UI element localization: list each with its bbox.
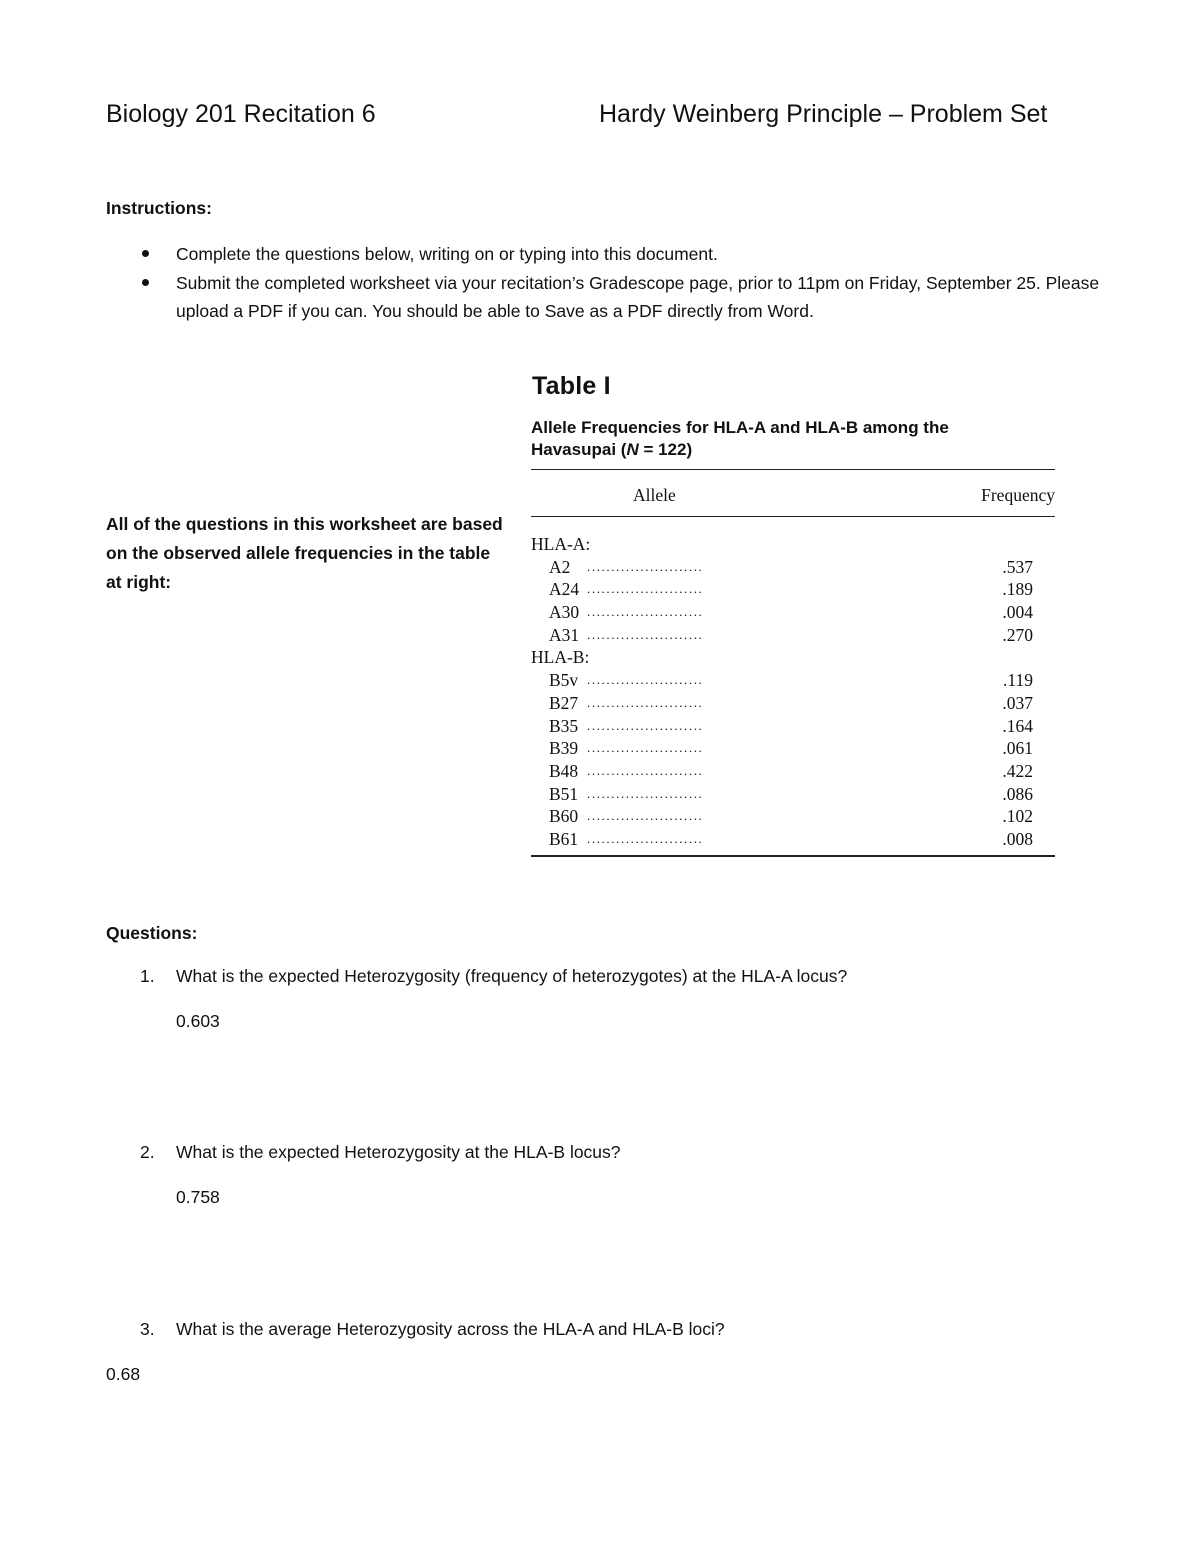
allele-name: B39 [549, 738, 579, 759]
allele-name: B48 [549, 760, 579, 781]
group-label-hla-a: HLA-A: [531, 534, 591, 554]
question-2 [140, 1142, 1100, 1163]
question-number: 1. [140, 966, 155, 986]
leader-dots: ........................ [587, 604, 704, 620]
answer-1: 0.603 [176, 1011, 220, 1031]
table-column-header [531, 470, 1055, 516]
instruction-text: Complete the questions below, writing on or typing into this document. [176, 244, 718, 264]
leader-dots: ........................ [587, 740, 704, 756]
allele-frequency: .422 [1002, 760, 1033, 781]
allele-frequency: .164 [1002, 715, 1033, 736]
table-caption-line-2 [531, 439, 1055, 461]
leader-dots: ........................ [587, 762, 704, 778]
question-1 [140, 966, 1100, 987]
table-caption [531, 417, 1055, 461]
allele-name: B60 [549, 806, 579, 827]
allele-name: A2 [549, 556, 571, 577]
question-number: 2. [140, 1142, 155, 1162]
table-row [531, 737, 1055, 760]
leader-dots: ........................ [587, 672, 704, 688]
caption-n: N [626, 440, 639, 459]
leader-dots: ........................ [587, 830, 704, 846]
allele-frequency: .189 [1002, 579, 1033, 600]
table-row [531, 828, 1055, 851]
table-row [531, 692, 1055, 715]
column-header-frequency: Frequency [981, 485, 1055, 505]
table-row [531, 715, 1055, 738]
caption-prefix: Havasupai ( [531, 440, 627, 459]
column-header-allele: Allele [633, 485, 676, 505]
question-number: 3. [140, 1319, 155, 1339]
question-3 [140, 1319, 1100, 1340]
bullet-icon [142, 250, 149, 257]
allele-frequency: .037 [1002, 692, 1033, 713]
table-row [531, 760, 1055, 783]
allele-frequency: .102 [1002, 806, 1033, 827]
table-title: Table I [532, 372, 611, 400]
allele-name: B5v [549, 670, 579, 691]
leader-dots: ........................ [587, 581, 704, 597]
caption-suffix: = 122) [638, 440, 693, 459]
instruction-item [140, 269, 1100, 325]
leader-dots: ........................ [587, 717, 704, 733]
leader-dots: ........................ [587, 558, 704, 574]
side-note: All of the questions in this worksheet are based on the observed allele frequencies in the table at right: [106, 514, 503, 592]
allele-frequency: .004 [1002, 602, 1033, 623]
question-text: What is the average Heterozygosity across the HLA-A and HLA-B loci? [176, 1319, 725, 1339]
allele-frequency-table [531, 372, 1055, 857]
answer-3: 0.68 [106, 1364, 141, 1384]
table-body [531, 517, 1055, 855]
answer-2: 0.758 [176, 1187, 220, 1207]
leader-dots: ........................ [587, 626, 704, 642]
table-row [531, 624, 1055, 647]
table-row [531, 783, 1055, 806]
header-course-title: Biology 201 Recitation 6 [106, 100, 376, 128]
allele-frequency: .270 [1002, 624, 1033, 645]
question-text: What is the expected Heterozygosity (frequency of heterozygotes) at the HLA-A locus? [176, 966, 848, 986]
allele-frequency: .537 [1002, 556, 1033, 577]
question-text: What is the expected Heterozygosity at the HLA-B locus? [176, 1142, 621, 1162]
allele-frequency: .061 [1002, 738, 1033, 759]
allele-frequency: .119 [1003, 670, 1033, 691]
instructions-list [140, 240, 1100, 326]
allele-name: B35 [549, 715, 579, 736]
table-row [531, 601, 1055, 624]
allele-name: B51 [549, 783, 579, 804]
instruction-text: Submit the completed worksheet via your recitation’s Gradescope page, prior to 11pm on Friday, September 25. Please upload a PDF if you can. You should be able to Save as a PDF directly from Word. [176, 273, 1100, 321]
table-row [531, 669, 1055, 692]
instructions-heading: Instructions: [106, 198, 212, 218]
allele-name: B61 [549, 828, 579, 849]
allele-frequency: .008 [1002, 828, 1033, 849]
table-bottom-rule [531, 855, 1055, 857]
leader-dots: ........................ [587, 694, 704, 710]
table-row [531, 578, 1055, 601]
allele-name: A24 [549, 579, 580, 600]
bullet-icon [142, 279, 149, 286]
table-caption-line-1: Allele Frequencies for HLA-A and HLA-B among the [531, 418, 949, 437]
header-problem-set-title: Hardy Weinberg Principle – Problem Set [599, 100, 1048, 128]
group-label-hla-b: HLA-B: [531, 647, 590, 668]
allele-name: A31 [549, 624, 580, 645]
table-row [531, 556, 1055, 579]
leader-dots: ........................ [587, 785, 704, 801]
instruction-item [140, 240, 1100, 268]
allele-frequency: .086 [1002, 783, 1033, 804]
allele-name: B27 [549, 692, 579, 713]
leader-dots: ........................ [587, 808, 704, 824]
questions-heading: Questions: [106, 923, 198, 943]
table-row [531, 805, 1055, 828]
allele-name: A30 [549, 602, 580, 623]
